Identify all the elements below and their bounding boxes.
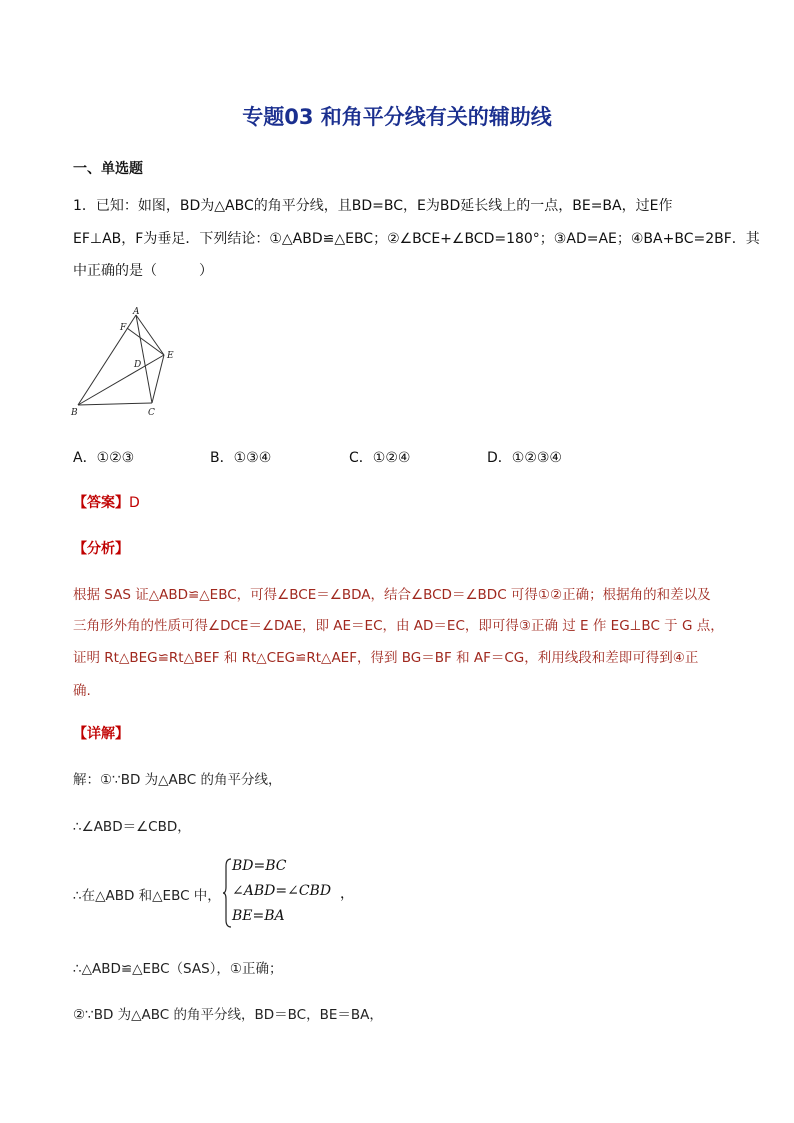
detail-line-3: ∴在△ABD 和△EBC 中，	[73, 888, 221, 904]
label-F: F	[120, 323, 127, 333]
system-eq-1: BD=BC	[232, 858, 287, 874]
segment-AE	[136, 315, 164, 355]
analysis-line-2: 三角形外角的性质可得∠DCE＝∠DAE，即 AE＝EC，由 AD＝EC，即可得③正确 过 E 作 EG⊥BC 于 G 点，	[73, 618, 724, 634]
segment-BC	[78, 403, 152, 405]
system-eq-2: ∠ABD=∠CBD	[232, 883, 332, 899]
option-c: C．①②④	[349, 450, 411, 466]
answer-value: D	[129, 495, 140, 511]
label-A: A	[133, 307, 140, 317]
system-eq-3: BE=BA	[232, 908, 285, 924]
question-line-2: EF⊥AB，F为垂足．下列结论：①△ABD≌△EBC；②∠BCE+∠BCD=180°；③AD=AE；④BA+BC=2BF．其	[73, 231, 760, 247]
answer-label: 【答案】	[73, 495, 129, 511]
label-C: C	[148, 408, 155, 418]
detail-line-1: 解：①∵BD 为△ABC 的角平分线，	[73, 772, 282, 788]
triangle-diagram	[70, 305, 190, 420]
analysis-line-3: 证明 Rt△BEG≌Rt△BEF 和 Rt△CEG≌Rt△AEF，得到 BG＝BF 和 AF＝CG，利用线段和差即可得到④正	[73, 650, 699, 666]
detail-line-5: ②∵BD 为△ABC 的角平分线，BD＝BC，BE＝BA，	[73, 1007, 383, 1023]
analysis-line-1: 根据 SAS 证△ABD≌△EBC，可得∠BCE＝∠BDA，结合∠BCD＝∠BDC 可得①②正确；根据角的和差以及	[73, 587, 711, 603]
segment-CE	[152, 355, 164, 403]
analysis-line-4: 确.	[73, 683, 91, 699]
label-D: D	[134, 360, 142, 370]
segment-FE	[127, 328, 164, 355]
option-b: B．①③④	[210, 450, 272, 466]
analysis-label: 【分析】	[73, 541, 129, 557]
option-d: D．①②③④	[487, 450, 562, 466]
answer-row	[73, 492, 140, 512]
label-B: B	[71, 408, 78, 418]
segment-AC	[136, 315, 152, 403]
page-title: 专题03 和角平分线有关的辅助线	[242, 105, 552, 129]
question-line-3: 中正确的是（ ）	[73, 263, 213, 279]
detail-label: 【详解】	[73, 726, 129, 742]
detail-line-2: ∴∠ABD＝∠CBD，	[73, 819, 191, 835]
detail-line-4: ∴△ABD≌△EBC（SAS），①正确；	[73, 961, 283, 977]
label-E: E	[167, 351, 174, 361]
left-brace-icon	[222, 858, 232, 928]
geometry-figure	[70, 305, 190, 424]
section-heading: 一、单选题	[73, 161, 143, 177]
question-line-1: 1．已知：如图，BD为△ABC的角平分线，且BD=BC，E为BD延长线上的一点，BE=BA，过E作	[73, 198, 673, 214]
system-comma: ，	[340, 886, 354, 902]
option-a: A．①②③	[73, 450, 135, 466]
